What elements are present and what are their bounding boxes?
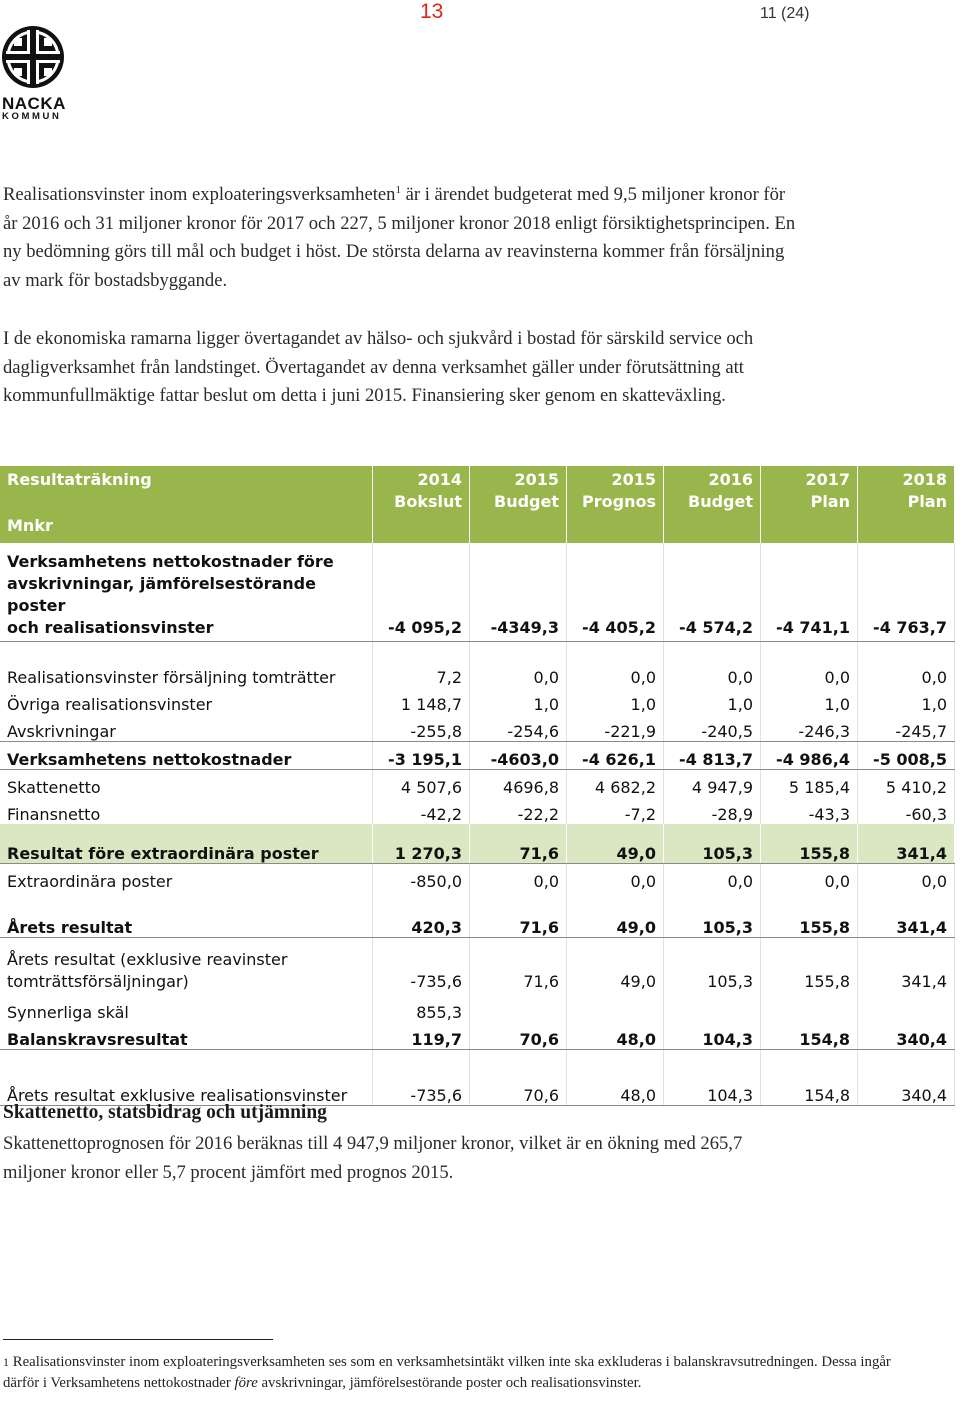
cell-value: 0,0	[761, 864, 858, 892]
table-row	[0, 769, 955, 797]
cell-value: 0,0	[470, 864, 567, 892]
footnote-text-a: Realisationsvinster inom exploateringsverksamheten ses som en verksamhetsintäkt vilken inte ska exkluderas i balanskravsutredningen. Dessa ingår därför i Verksamhetens nettokostnader	[3, 1354, 891, 1391]
cell-value: 0,0	[664, 864, 761, 892]
column-header: 2015 Prognos	[567, 466, 664, 543]
logo-name: NACKA	[2, 94, 66, 113]
cell-value: 155,8	[761, 824, 858, 864]
cell-value: 71,6	[470, 937, 567, 995]
cell-value: -4 626,1	[567, 741, 664, 769]
row-label: Extraordinära poster	[0, 864, 373, 892]
table-unit: Mnkr	[7, 516, 53, 535]
table-title-cell	[0, 466, 373, 543]
footnote-number: 1	[3, 1355, 9, 1369]
cell-value: 420,3	[373, 891, 470, 937]
cell-value: -43,3	[761, 797, 858, 824]
table-title: Resultaträkning	[7, 470, 152, 489]
cell-value: 48,0	[567, 1050, 664, 1106]
cell-value: 1,0	[664, 687, 761, 714]
spacer-row	[0, 641, 955, 660]
row-label: Finansnetto	[0, 797, 373, 824]
cell-value: 340,4	[858, 1022, 955, 1050]
income-statement-table	[0, 466, 955, 1106]
municipal-seal-icon	[0, 24, 66, 90]
footnote	[3, 1352, 903, 1393]
cell-value: -735,6	[373, 1050, 470, 1106]
cell-value: 0,0	[567, 864, 664, 892]
table-row	[0, 660, 955, 687]
section-heading: Skattenetto, statsbidrag och utjämning	[3, 1102, 327, 1123]
cell-value	[567, 995, 664, 1022]
column-header: 2018 Plan	[858, 466, 955, 543]
cell-value: 341,4	[858, 824, 955, 864]
cell-value: -255,8	[373, 714, 470, 742]
nacka-kommun-logo	[0, 24, 70, 122]
page-count: 11 (24)	[760, 5, 810, 22]
footnote-emphasis: före	[234, 1374, 258, 1391]
cell-value: 71,6	[470, 824, 567, 864]
table-row	[0, 1022, 955, 1050]
cell-value: 1,0	[761, 687, 858, 714]
cell-value: 49,0	[567, 824, 664, 864]
cell-value: -4 405,2	[567, 543, 664, 641]
cell-value	[664, 995, 761, 1022]
cell-value: -42,2	[373, 797, 470, 824]
cell-value: 0,0	[858, 864, 955, 892]
cell-value: -240,5	[664, 714, 761, 742]
column-header: 2017 Plan	[761, 466, 858, 543]
cell-value: 119,7	[373, 1022, 470, 1050]
cell-value: 4 947,9	[664, 769, 761, 797]
cell-value: -28,9	[664, 797, 761, 824]
table-row	[0, 1050, 955, 1106]
row-label: Årets resultat	[0, 891, 373, 937]
table-row	[0, 741, 955, 769]
cell-value: 104,3	[664, 1050, 761, 1106]
cell-value: -3 195,1	[373, 741, 470, 769]
cell-value: 49,0	[567, 937, 664, 995]
row-label: Resultat före extraordinära poster	[0, 824, 373, 864]
cell-value: 855,3	[373, 995, 470, 1022]
cell-value: -221,9	[567, 714, 664, 742]
cell-value: 4 682,2	[567, 769, 664, 797]
footnote-ref: 1	[395, 183, 401, 196]
table-row	[0, 864, 955, 892]
cell-value: 0,0	[470, 660, 567, 687]
table-row	[0, 543, 955, 641]
row-label: Balanskravsresultat	[0, 1022, 373, 1050]
cell-value: 70,6	[470, 1050, 567, 1106]
cell-value: 1 270,3	[373, 824, 470, 864]
cell-value: -4 095,2	[373, 543, 470, 641]
table-row	[0, 797, 955, 824]
row-label: Avskrivningar	[0, 714, 373, 742]
cell-value: -4 813,7	[664, 741, 761, 769]
column-header: 2016 Budget	[664, 466, 761, 543]
row-label: Verksamhetens nettokostnader före avskrivningar, jämförelsestörande poster och realisationsvinster	[0, 543, 373, 641]
paragraph-healthcare: I de ekonomiska ramarna ligger övertagandet av hälso- och sjukvård i bostad för särskild service och dagligverksamhet från landstinget. Övertagandet av denna verksamhet gäller under förutsättning att kommunfullmäktige fattar beslut om detta i juni 2015. Finansiering sker genom en skatteväxling.	[3, 328, 754, 406]
logo-subname: KOMMUN	[2, 111, 62, 122]
table-header-row	[0, 466, 955, 543]
cell-value: -4 763,7	[858, 543, 955, 641]
cell-value: -4 741,1	[761, 543, 858, 641]
cell-value: -735,6	[373, 937, 470, 995]
cell-value: -4349,3	[470, 543, 567, 641]
row-label: Skattenetto	[0, 769, 373, 797]
cell-value: 1,0	[567, 687, 664, 714]
row-label: Övriga realisationsvinster	[0, 687, 373, 714]
section-paragraph: Skattenettoprognosen för 2016 beräknas till 4 947,9 miljoner kronor, vilket är en ökning med 265,7 miljoner kronor eller 5,7 procent jämfört med prognos 2015.	[3, 1133, 743, 1183]
paragraph-realisation	[3, 181, 803, 295]
cell-value: 341,4	[858, 937, 955, 995]
table-row	[0, 891, 955, 937]
cell-value: 70,6	[470, 1022, 567, 1050]
cell-value	[858, 995, 955, 1022]
table-row	[0, 687, 955, 714]
cell-value: 4 507,6	[373, 769, 470, 797]
paragraph-realisation-text-b: är i ärendet budgeterat med 9,5 miljoner kronor för år 2016 och 31 miljoner kronor för 2017 och 227, 5 miljoner kronor 2018 enligt försiktighetsprincipen. En ny bedömning görs till mål och budget i höst. De största delarna av reavinsterna kommer från försäljning av mark för bostadsbyggande.	[3, 184, 796, 291]
cell-value: 7,2	[373, 660, 470, 687]
row-label: Årets resultat exklusive realisationsvinster	[0, 1050, 373, 1106]
cell-value: 155,8	[761, 937, 858, 995]
paragraph-realisation-text-a: Realisationsvinster inom exploateringsverksamheten	[3, 184, 396, 205]
table-row-highlighted	[0, 824, 955, 864]
cell-value: 105,3	[664, 937, 761, 995]
cell-value: 340,4	[858, 1050, 955, 1106]
cell-value: 0,0	[761, 660, 858, 687]
cell-value: 1 148,7	[373, 687, 470, 714]
cell-value	[470, 995, 567, 1022]
cell-value: 1,0	[858, 687, 955, 714]
cell-value: 154,8	[761, 1022, 858, 1050]
cell-value: -245,7	[858, 714, 955, 742]
cell-value: 48,0	[567, 1022, 664, 1050]
cell-value: -246,3	[761, 714, 858, 742]
cell-value: -4 986,4	[761, 741, 858, 769]
cell-value	[761, 995, 858, 1022]
column-header: 2015 Budget	[470, 466, 567, 543]
cell-value: -7,2	[567, 797, 664, 824]
cell-value: 105,3	[664, 891, 761, 937]
row-label: Årets resultat (exklusive reavinster tomträttsförsäljningar)	[0, 937, 373, 995]
page-number: 13	[420, 0, 444, 23]
cell-value: 154,8	[761, 1050, 858, 1106]
cell-value: 341,4	[858, 891, 955, 937]
row-label: Realisationsvinster försäljning tomträtter	[0, 660, 373, 687]
cell-value: -850,0	[373, 864, 470, 892]
cell-value: 0,0	[664, 660, 761, 687]
row-label: Verksamhetens nettokostnader	[0, 741, 373, 769]
cell-value: 4696,8	[470, 769, 567, 797]
table-row	[0, 937, 955, 995]
table-row	[0, 714, 955, 742]
cell-value: 49,0	[567, 891, 664, 937]
cell-value: -254,6	[470, 714, 567, 742]
cell-value: 155,8	[761, 891, 858, 937]
cell-value: -60,3	[858, 797, 955, 824]
cell-value: -22,2	[470, 797, 567, 824]
cell-value: -4 574,2	[664, 543, 761, 641]
cell-value: 5 185,4	[761, 769, 858, 797]
column-header: 2014 Bokslut	[373, 466, 470, 543]
cell-value: 0,0	[858, 660, 955, 687]
cell-value: -4603,0	[470, 741, 567, 769]
row-label: Synnerliga skäl	[0, 995, 373, 1022]
cell-value: 0,0	[567, 660, 664, 687]
cell-value: 104,3	[664, 1022, 761, 1050]
table-row	[0, 995, 955, 1022]
footnote-text-b: avskrivningar, jämförelsestörande poster och realisationsvinster.	[257, 1374, 642, 1391]
cell-value: 1,0	[470, 687, 567, 714]
cell-value: -5 008,5	[858, 741, 955, 769]
footnote-divider	[3, 1339, 273, 1340]
cell-value: 5 410,2	[858, 769, 955, 797]
cell-value: 71,6	[470, 891, 567, 937]
cell-value: 105,3	[664, 824, 761, 864]
